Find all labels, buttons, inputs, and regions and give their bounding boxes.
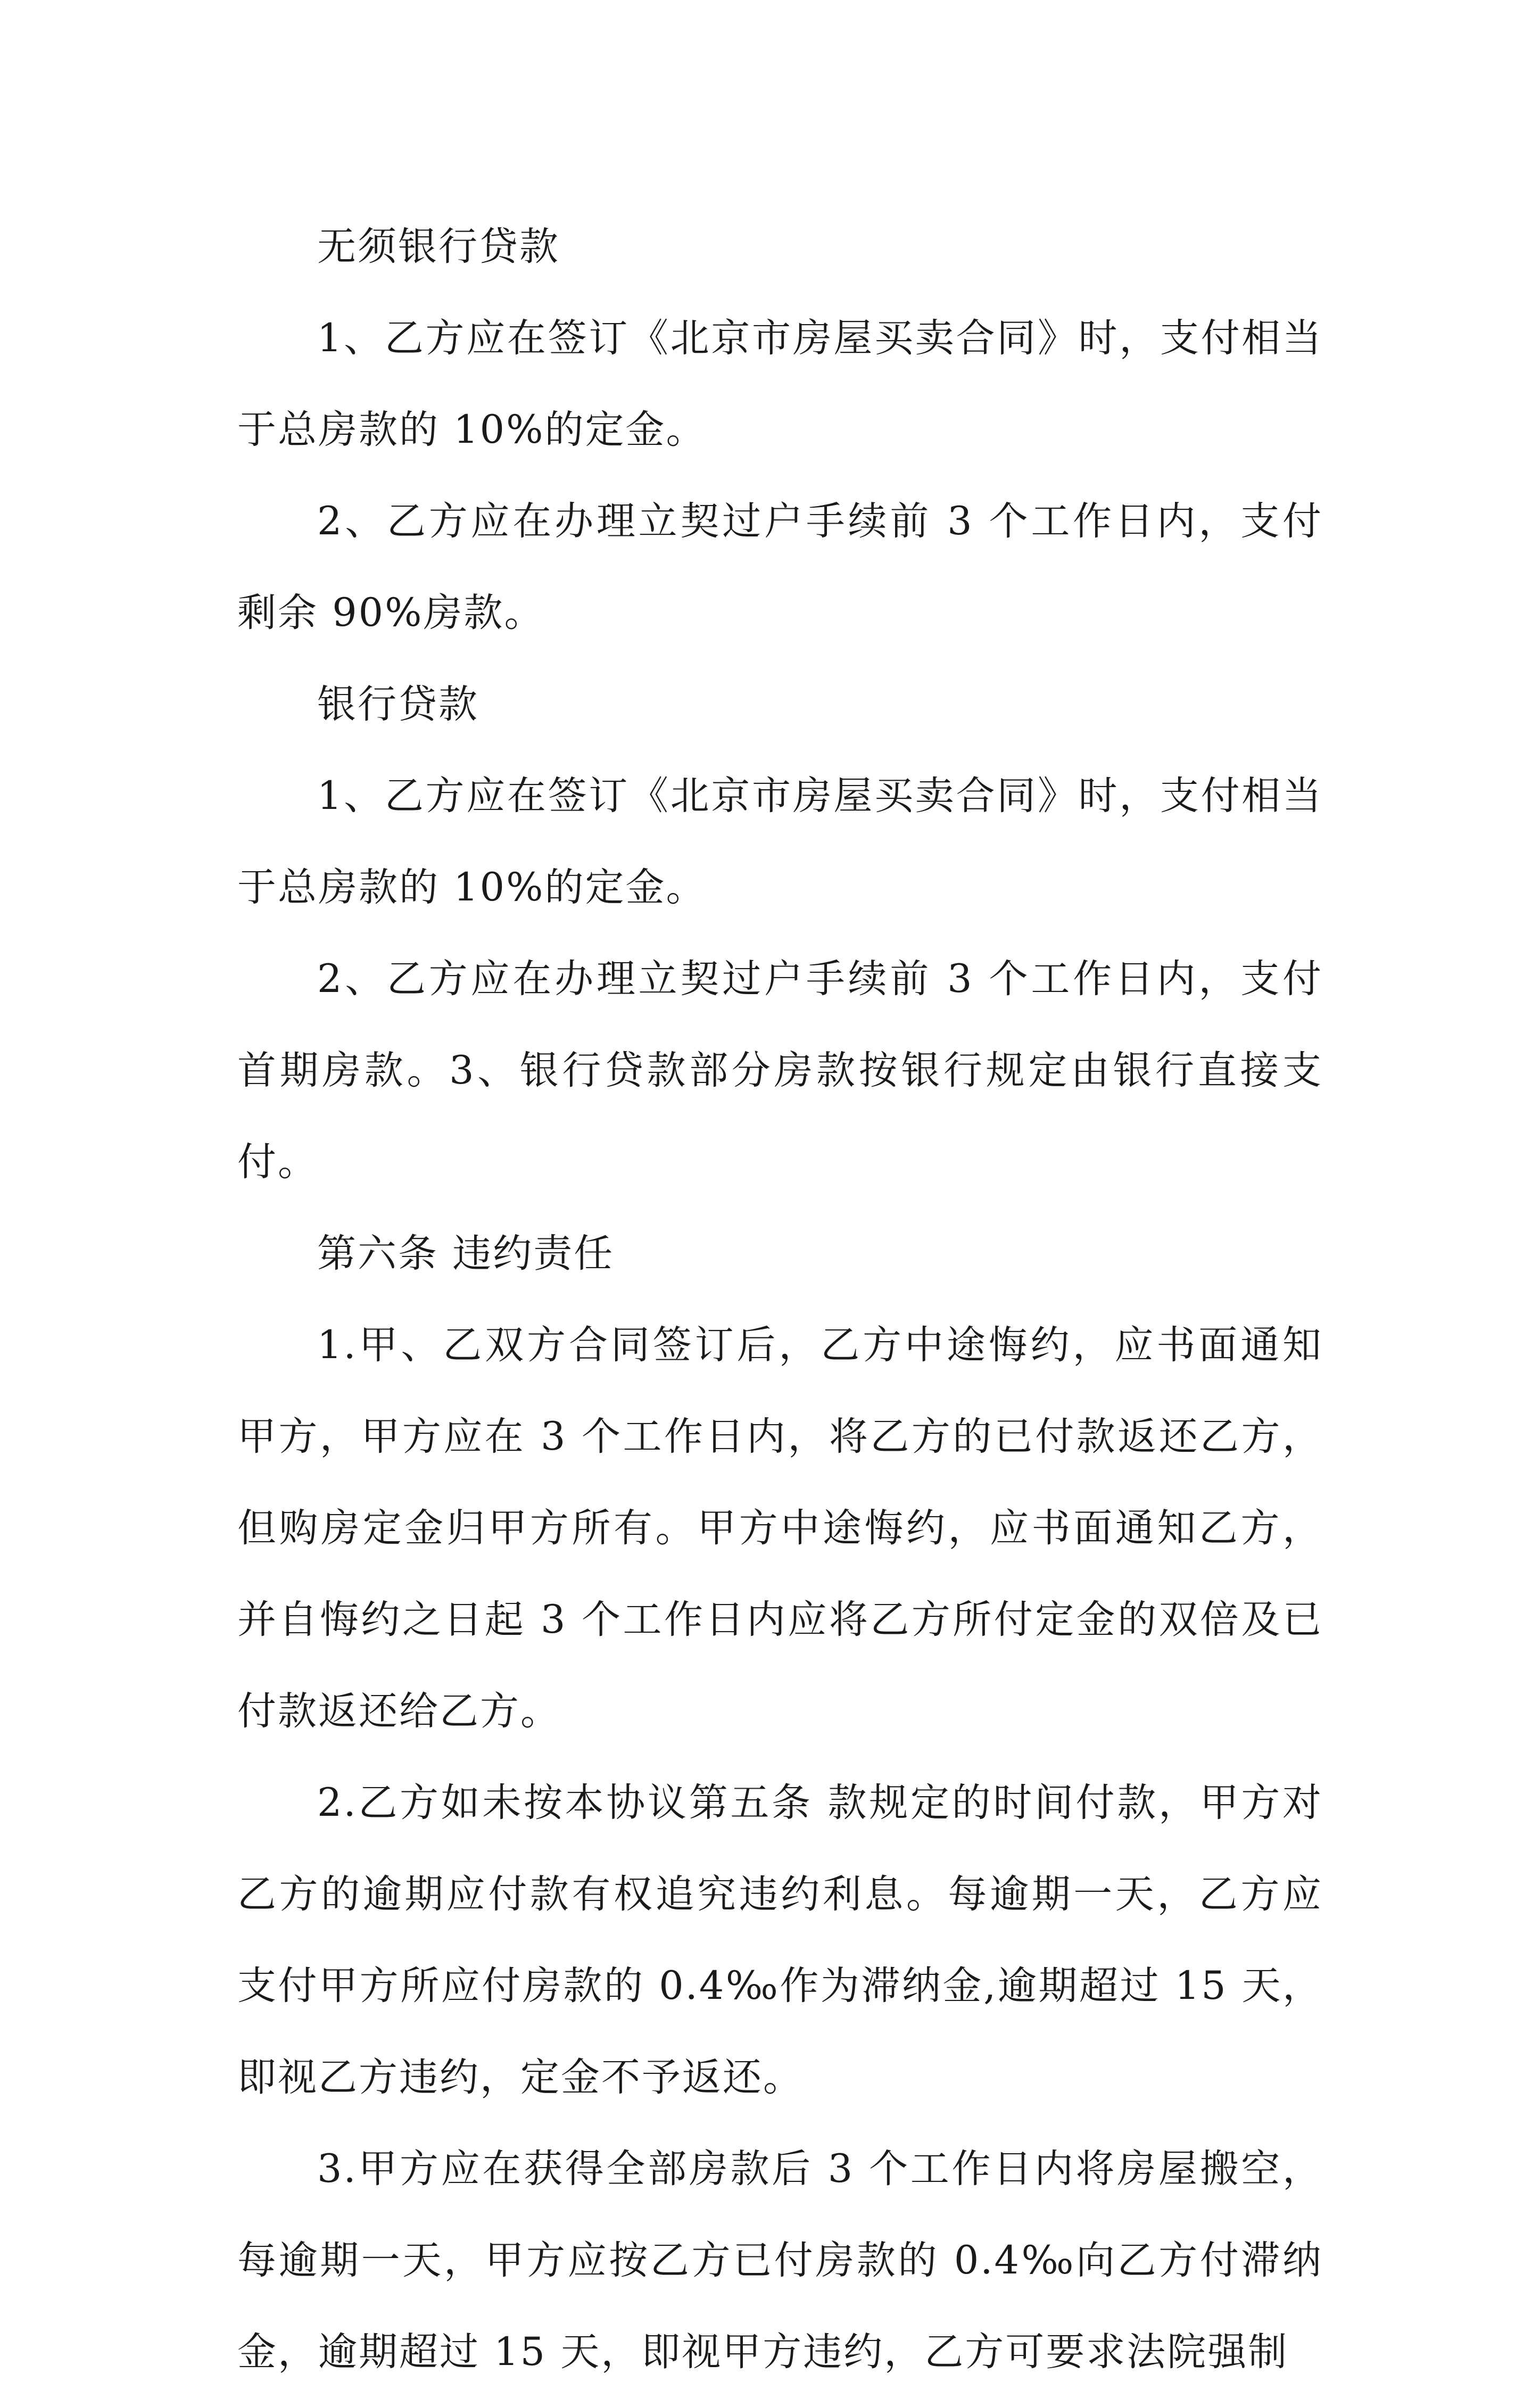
- breach-clause-1: 1.甲、乙双方合同签订后，乙方中途悔约，应书面通知甲方，甲方应在 3 个工作日内，将乙方的已付款返还乙方，但购房定金归甲方所有。甲方中途悔约，应书面通知乙方，并自悔约之日起 3 个工作日内应将乙方所付定金的双倍及已付款返还给乙方。: [237, 1322, 1323, 1734]
- clause-remaining-payment: 2、乙方应在办理立契过户手续前 3 个工作日内，支付剩余 90%房款。: [237, 499, 1323, 635]
- clause-first-payment: 2、乙方应在办理立契过户手续前 3 个工作日内，支付首期房款。3、银行贷款部分房款按银行规定由银行直接支付。: [237, 956, 1323, 1185]
- clause-deposit-no-loan: 1、乙方应在签订《北京市房屋买卖合同》时，支付相当于总房款的 10%的定金。: [237, 316, 1323, 452]
- section-heading-bank-loan: 银行贷款: [317, 682, 479, 727]
- article-heading-breach: 第六条 违约责任: [317, 1231, 615, 1276]
- breach-clause-3: 3.甲方应在获得全部房款后 3 个工作日内将房屋搬空，每逾期一天，甲方应按乙方已付房款的 0.4‰向乙方付滞纳金，逾期超过 15 天，即视甲方违约，乙方可要求法院强制: [237, 2146, 1323, 2375]
- section-heading-no-loan: 无须银行贷款: [317, 224, 560, 269]
- breach-clause-2: 2.乙方如未按本协议第五条 款规定的时间付款，甲方对乙方的逾期应付款有权追究违约利息。每逾期一天，乙方应支付甲方所应付房款的 0.4‰作为滞纳金,逾期超过 15 天，即视乙方违约，定金不予返还。: [237, 1780, 1323, 2100]
- clause-deposit-bank-loan: 1、乙方应在签订《北京市房屋买卖合同》时，支付相当于总房款的 10%的定金。: [237, 773, 1323, 910]
- document-page: [237, 201, 1323, 2398]
